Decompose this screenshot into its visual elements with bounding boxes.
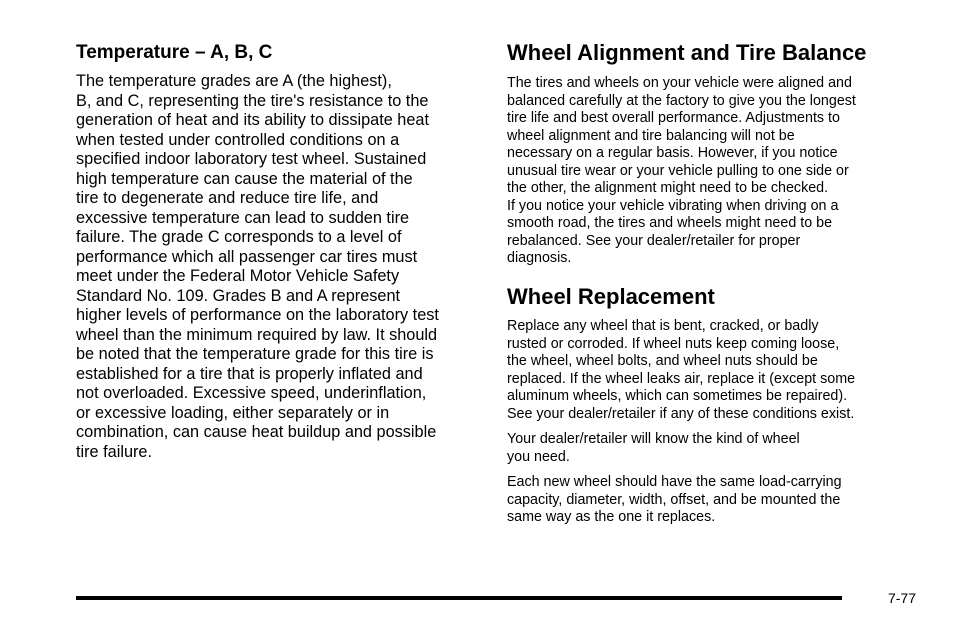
text-line: Your dealer/retailer will know the kind of wheel — [507, 431, 800, 447]
text-line: rusted or corroded. If wheel nuts keep coming loose, — [507, 335, 840, 352]
text-line: If you notice your vehicle vibrating when driving on a — [507, 197, 839, 214]
text-line: necessary on a regular basis. However, if you notice — [507, 145, 838, 161]
text-line: aluminum wheels, which can sometimes be repaired). — [507, 388, 848, 404]
text-line: combination, can cause heat buildup and possible — [76, 423, 437, 441]
wheel-replacement-heading: Wheel Replacement — [507, 284, 715, 309]
text-line: tire failure. — [76, 442, 153, 461]
text-line: replaced. If the wheel leaks air, replace it (except some — [507, 370, 856, 387]
text-line: tire life and best overall performance. Adjustments to — [507, 110, 840, 126]
text-line: See your dealer/retailer if any of these conditions exist. — [507, 405, 855, 422]
text-line: be noted that the temperature grade for this tire is — [76, 345, 434, 363]
wheel-alignment-heading: Wheel Alignment and Tire Balance — [507, 40, 867, 65]
text-line: Replace any wheel that is bent, cracked, or badly — [507, 318, 819, 334]
text-line: diagnosis. — [507, 250, 572, 266]
text-line: the wheel, wheel bolts, and wheel nuts should be — [507, 353, 818, 369]
text-line: the other, the alignment might need to be checked. — [507, 180, 829, 196]
text-line: balanced carefully at the factory to give you the longest — [507, 92, 856, 109]
wheel-replacement-paragraph-2 — [507, 431, 800, 466]
text-line: rebalanced. See your dealer/retailer for proper — [507, 232, 801, 249]
text-line: or excessive loading, either separately or in — [76, 403, 390, 422]
text-line: capacity, diameter, width, offset, and be mounted the — [507, 491, 841, 508]
text-line: failure. The grade C corresponds to a level of — [76, 228, 402, 246]
wheel-replacement-paragraph-3 — [507, 474, 842, 527]
text-line: high temperature can cause the material of the — [76, 169, 413, 188]
page-number: 7-77 — [887, 590, 916, 606]
text-line: not overloaded. Excessive speed, underinflation, — [76, 384, 427, 402]
text-line: specified indoor laboratory test wheel. Sustained — [76, 150, 427, 168]
text-line: higher levels of performance on the laboratory test — [76, 306, 439, 324]
text-line: unusual tire wear or your vehicle pulling to one side or — [507, 162, 849, 179]
text-line: established for a tire that is properly inflated and — [76, 364, 423, 383]
temperature-paragraph — [76, 72, 439, 462]
text-line: The tires and wheels on your vehicle were aligned and — [507, 75, 852, 91]
text-line: B, and C, representing the tire's resistance to the — [76, 91, 429, 110]
text-line: performance which all passenger car tires must — [76, 247, 418, 266]
text-line: excessive temperature can lead to sudden tire — [76, 208, 410, 227]
wheel-alignment-paragraph — [507, 75, 856, 268]
text-line: tire to degenerate and reduce tire life, and — [76, 189, 379, 207]
text-line: The temperature grades are A (the highest), — [76, 72, 392, 90]
text-line: when tested under controlled conditions on a — [76, 130, 400, 149]
text-line: Each new wheel should have the same load-carrying — [507, 474, 842, 490]
text-line: smooth road, the tires and wheels might need to be — [507, 215, 833, 231]
footer-rule — [76, 596, 842, 600]
text-line: wheel than the minimum required by law. It should — [76, 325, 438, 344]
text-line: meet under the Federal Motor Vehicle Safety — [76, 267, 400, 285]
text-line: same way as the one it replaces. — [507, 509, 716, 525]
temperature-heading: Temperature – A, B, C — [76, 42, 273, 63]
wheel-replacement-paragraph-1 — [507, 318, 855, 423]
text-line: you need. — [507, 448, 570, 465]
text-line: Standard No. 109. Grades B and A represent — [76, 286, 401, 305]
text-line: wheel alignment and tire balancing will not be — [507, 127, 795, 144]
text-line: generation of heat and its ability to dissipate heat — [76, 111, 429, 129]
